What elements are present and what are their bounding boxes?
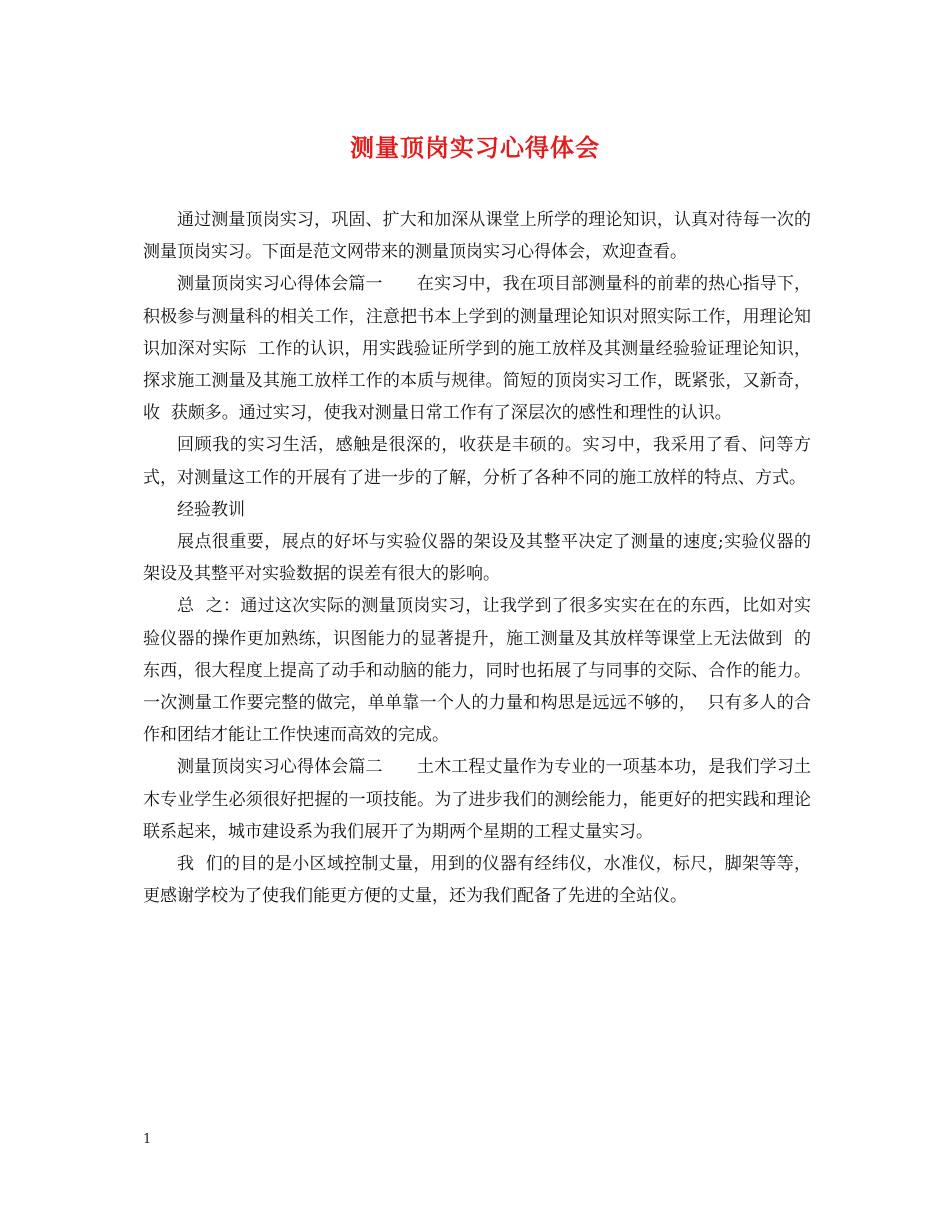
paragraph-part-two: 测量顶岗实习心得体会篇二 土木工程丈量作为专业的一项基本功，是我们学习土木专业学生必须很好把握的一项技能。为了进步我们的测绘能力，能更好的把实践和理论联系起来，城市建设系为我们展开了为期两个星期的工程丈量实习。 xyxy=(143,757,811,842)
paragraph-intro: 通过测量顶岗实习，巩固、扩大和加深从课堂上所学的理论知识，认真对待每一次的测量顶岗实习。下面是范文网带来的测量顶岗实习心得体会，欢迎查看。 xyxy=(143,210,811,263)
document-body xyxy=(143,204,811,912)
page-number: 1 xyxy=(143,1132,152,1147)
paragraph-part-one: 测量顶岗实习心得体会篇一 在实习中，我在项目部测量科的前辈的热心指导下，积极参与测量科的相关工作，注意把书本上学到的测量理论知识对照实际工作，用理论知识加深对实际 工作的认识，用实践验证所学到的施工放样及其测量经验验证理论知识，探求施工测量及其施工放样工作的本质与规律。简短的顶岗实习工作，既紧张，又新奇，收 获颇多。通过实习，使我对测量日常工作有了深层次的感性和理性的认识。 xyxy=(143,274,811,424)
paragraph-lessons: 展点很重要，展点的好坏与实验仪器的架设及其整平决定了测量的速度;实验仪器的架设及其整平对实验数据的误差有很大的影响。 xyxy=(143,532,811,585)
paragraph-instruments: 我 们的目的是小区域控制丈量，用到的仪器有经纬仪，水准仪，标尺，脚架等等，更感谢学校为了使我们能更方便的丈量，还为我们配备了先进的全站仪。 xyxy=(143,854,811,907)
document-title: 测量顶岗实习心得体会 xyxy=(350,133,600,162)
paragraph-review: 回顾我的实习生活，感触是很深的，收获是丰硕的。实习中，我采用了看、问等方式，对测量这工作的开展有了进一步的了解，分析了各种不同的施工放样的特点、方式。 xyxy=(143,435,811,488)
paragraph-summary: 总 之：通过这次实际的测量顶岗实习，让我学到了很多实实在在的东西，比如对实验仪器的操作更加熟练，识图能力的显著提升，施工测量及其放样等课堂上无法做到 的东西，很大程度上提高了动手和动脑的能力，同时也拓展了与同事的交际、合作的能力。一次测量工作要完整的做完，单单靠一个人的力量和构思是远远不够的， 只有多人的合作和团结才能让工作快速而高效的完成。 xyxy=(143,596,811,746)
paragraph-lessons-heading: 经验教训 xyxy=(177,499,245,520)
